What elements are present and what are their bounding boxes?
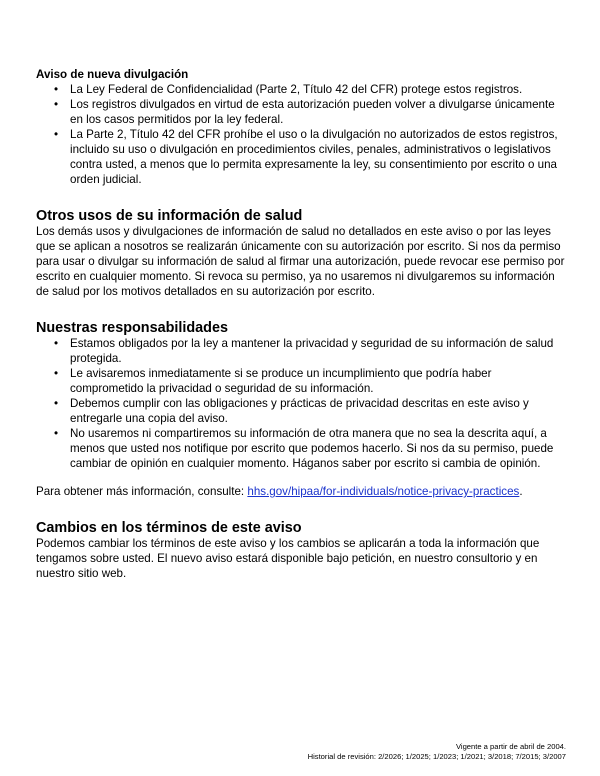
responsibilities-heading: Nuestras responsabilidades <box>36 320 228 336</box>
bullet-icon: • <box>54 83 59 96</box>
list-item-text: No usaremos ni compartiremos su información de otra manera que no sea la descrita aquí, a menos que usted nos notifique por escrito que podemos hacerlo. Si nos da su permiso, puede cambiar de opinión en cualquier momento. Háganos saber por escrito si cambia de opinión. <box>70 427 554 470</box>
revision-footer <box>308 742 566 762</box>
redisclosure-heading: Aviso de nueva divulgación <box>36 68 189 81</box>
list-item-text: Le avisaremos inmediatamente si se produce un incumplimiento que podría haber comprometido la privacidad o seguridad de su información. <box>70 367 492 395</box>
list-item <box>54 82 566 97</box>
changes-section <box>36 520 566 581</box>
bullet-icon: • <box>54 337 59 350</box>
more-info-prefix: Para obtener más información, consulte: <box>36 485 248 498</box>
redisclosure-section <box>36 67 566 187</box>
other-uses-body: Los demás usos y divulgaciones de información de salud no detallados en este aviso o por las leyes que se aplican a nosotros se realizarán únicamente con su autorización por escrito. Si nos da permiso para usar o divulgar su información de salud al firmar una autorización, puede revocar ese permiso por escrito en cualquier momento. Si revoca su permiso, ya no usaremos ni divulgaremos su información de salud por los motivos detallados en su autorización por escrito. <box>36 225 565 298</box>
hhs-privacy-link[interactable]: hhs.gov/hipaa/for-individuals/notice-privacy-practices <box>247 485 520 498</box>
list-item-text: Estamos obligados por la ley a mantener la privacidad y seguridad de su información de salud protegida. <box>70 337 554 365</box>
list-item-text: Debemos cumplir con las obligaciones y prácticas de privacidad descritas en este aviso y entregarle una copia del aviso. <box>70 397 529 425</box>
other-uses-heading: Otros usos de su información de salud <box>36 208 303 224</box>
list-item <box>54 336 566 366</box>
list-item <box>54 127 566 187</box>
bullet-icon: • <box>54 427 59 440</box>
responsibilities-section <box>36 320 566 471</box>
responsibilities-list <box>36 336 566 471</box>
revision-history: Historial de revisión: 2/2026; 1/2025; 1/2023; 1/2021; 3/2018; 7/2015; 3/2007 <box>307 752 566 761</box>
bullet-icon: • <box>54 367 59 380</box>
list-item <box>54 366 566 396</box>
changes-body: Podemos cambiar los términos de este aviso y los cambios se aplicarán a toda la información que tengamos sobre usted. El nuevo aviso estará disponible bajo petición, en nuestro consultorio y en nuestro sitio web. <box>36 537 540 580</box>
list-item-text: La Parte 2, Título 42 del CFR prohíbe el uso o la divulgación no autorizados de estos registros, incluido su uso o divulgación en procedimientos civiles, penales, administrativos o legislativos contra usted, a menos que lo permita expresamente la ley, su consentimiento por escrito o una orden judicial. <box>70 128 558 186</box>
list-item <box>54 396 566 426</box>
document-page <box>36 67 566 581</box>
more-info-suffix: . <box>519 485 523 498</box>
bullet-icon: • <box>54 128 59 141</box>
other-uses-section <box>36 208 566 299</box>
list-item <box>54 97 566 127</box>
bullet-icon: • <box>54 98 59 111</box>
list-item <box>54 426 566 471</box>
changes-heading: Cambios en los términos de este aviso <box>36 520 302 536</box>
list-item-text: La Ley Federal de Confidencialidad (Parte 2, Título 42 del CFR) protege estos registros. <box>70 83 523 96</box>
effective-date: Vigente a partir de abril de 2004. <box>455 742 566 751</box>
more-info-line <box>36 484 566 499</box>
redisclosure-list <box>36 82 566 187</box>
list-item-text: Los registros divulgados en virtud de esta autorización pueden volver a divulgarse únicamente en los casos permitidos por la ley federal. <box>70 98 555 126</box>
bullet-icon: • <box>54 397 59 410</box>
